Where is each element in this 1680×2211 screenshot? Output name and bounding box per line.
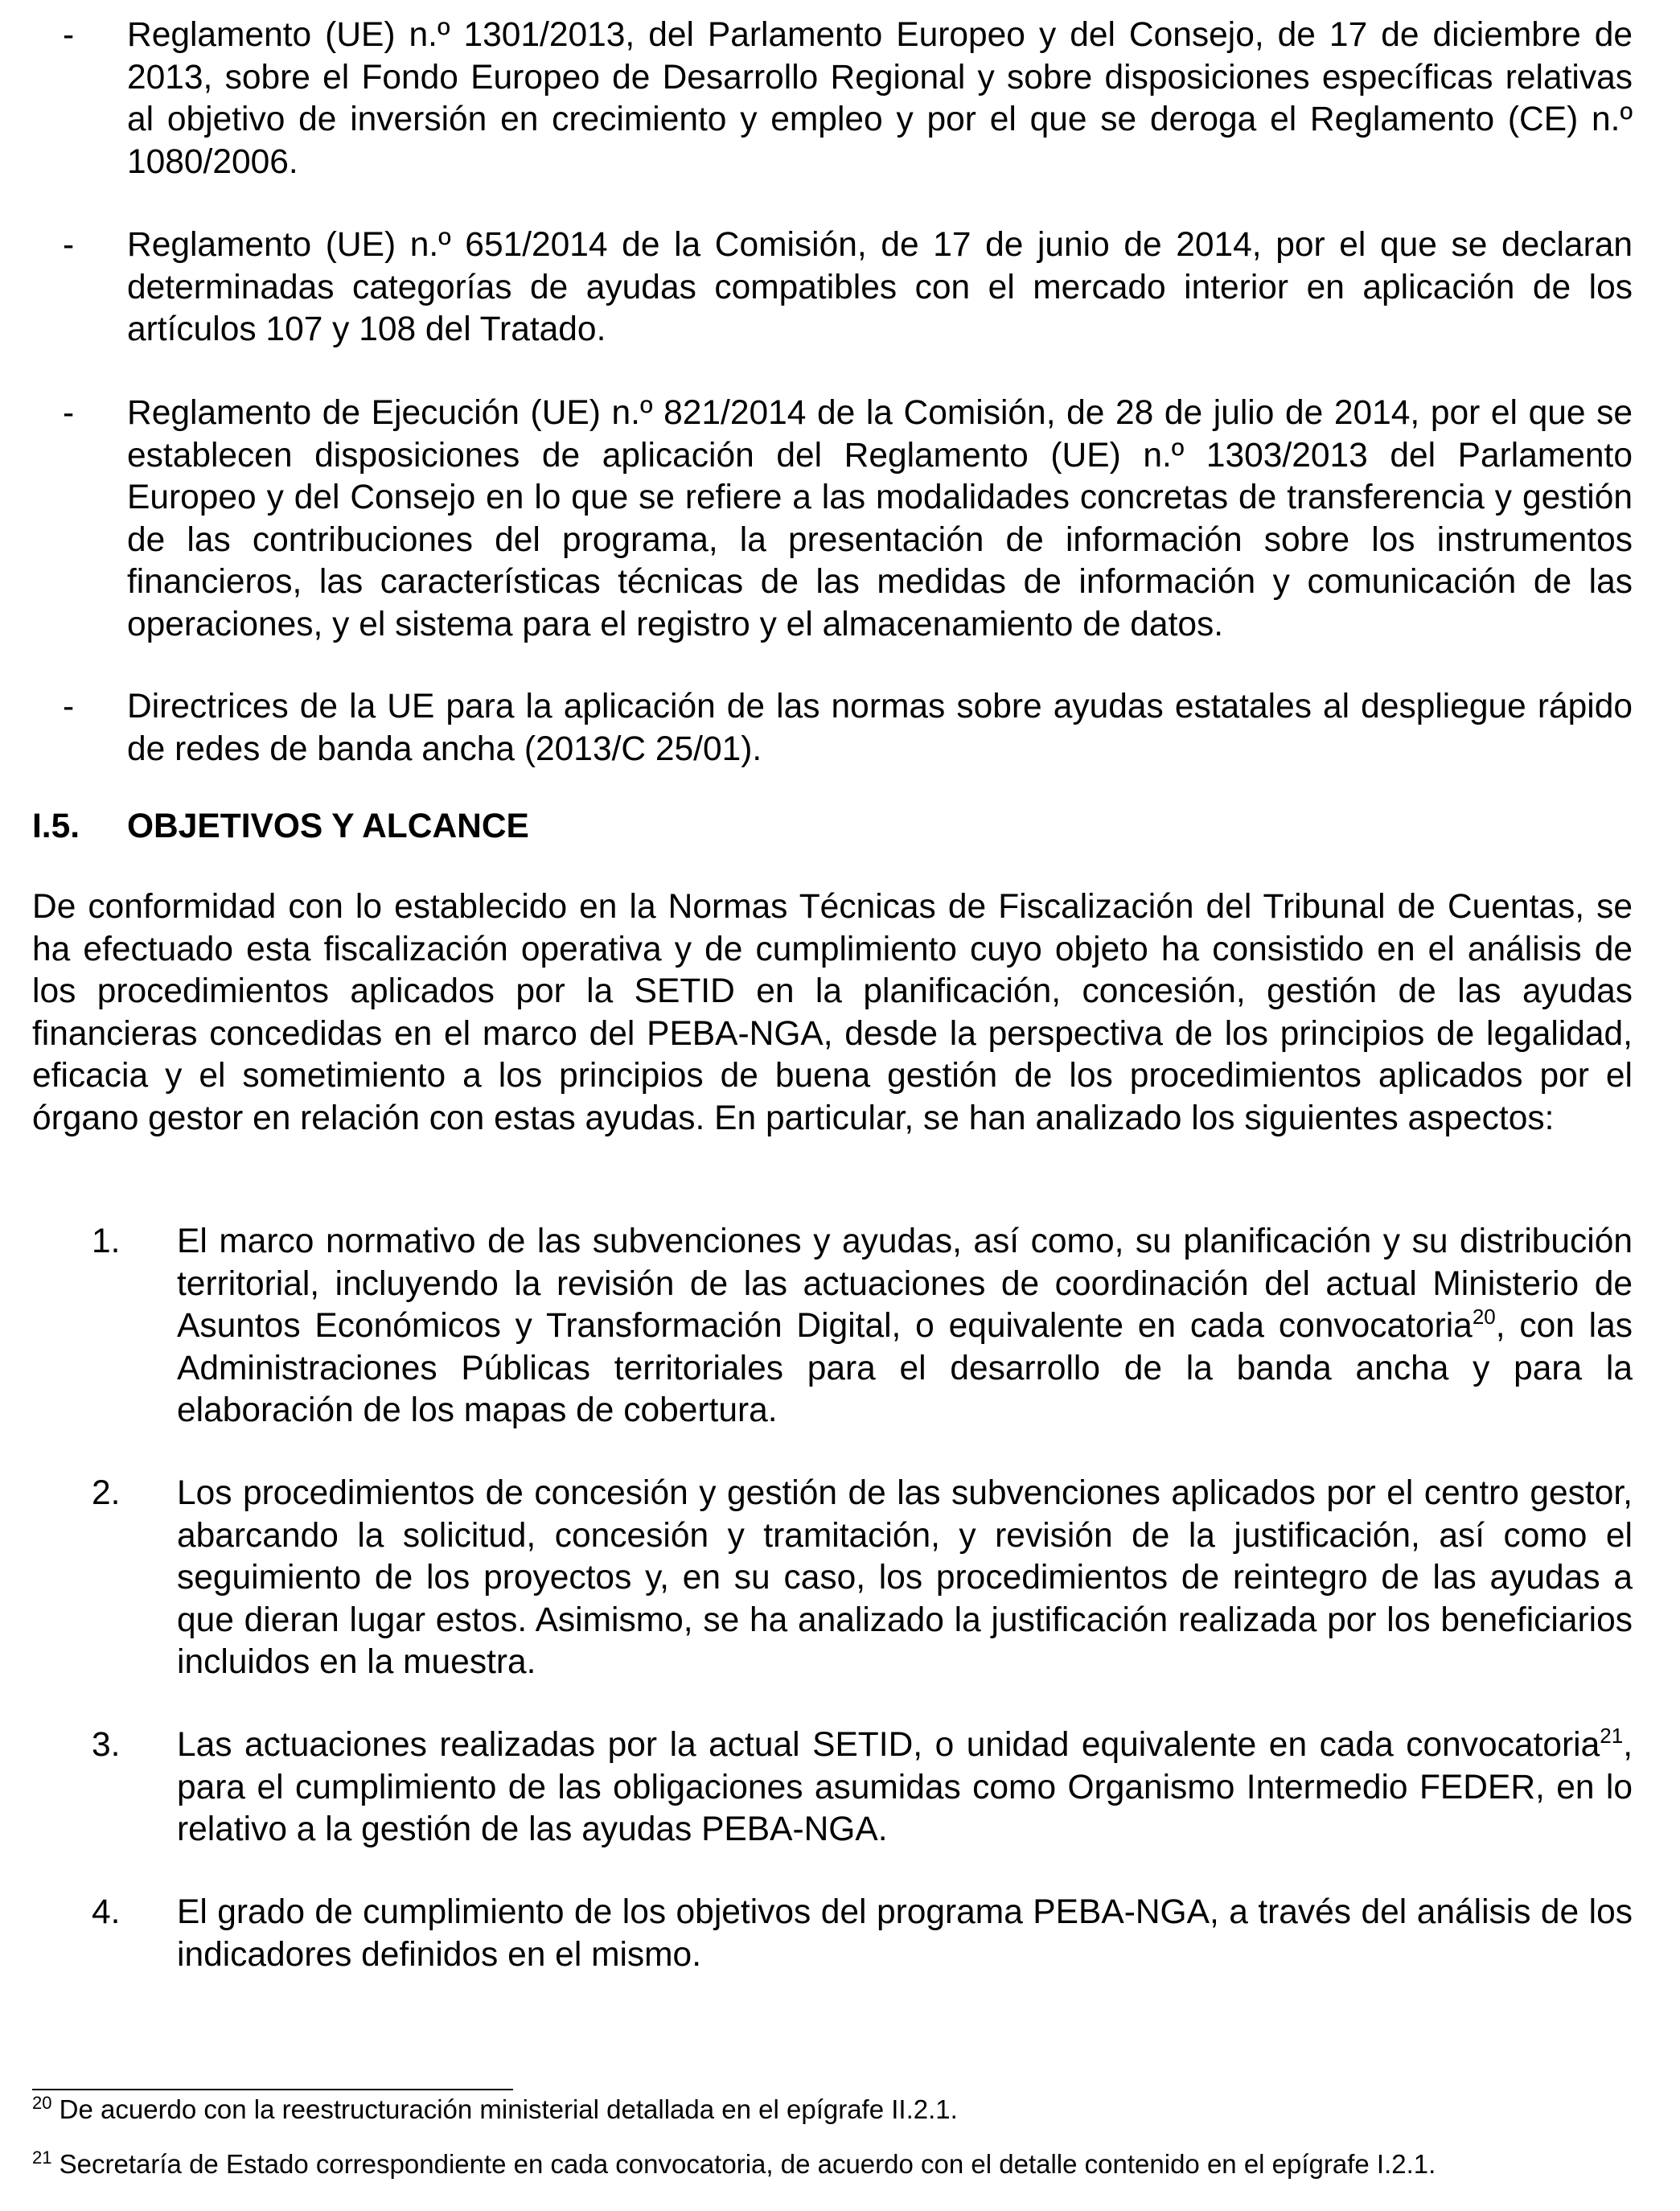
item-text-after: , con las Administraciones Públicas territoriales para el desarrollo de la banda ancha y para la elaboración de los mapas de cobertura.	[177, 1307, 1633, 1429]
section-title: OBJETIVOS Y ALCANCE	[127, 808, 529, 845]
numbered-item-text	[177, 1221, 1633, 1432]
list-item-text: Reglamento (UE) n.º 1301/2013, del Parlamento Europeo y del Consejo, de 17 de diciembre de 2013, sobre el Fondo Europeo de Desarrollo Regional y sobre disposiciones específicas relativas al objetivo de inversión en crecimiento y empleo y por el que se deroga el Reglamento (CE) n.º 1080/2006.	[127, 16, 1633, 181]
list-bullet-dash: -	[63, 688, 75, 725]
footnote-ref-21[interactable]: 21	[1600, 1724, 1624, 1748]
footnote-20	[32, 2094, 1641, 2126]
list-bullet-dash: -	[63, 226, 75, 264]
footnote-text: Secretaría de Estado correspondiente en cada convocatoria, de acuerdo con el detalle contenido en el epígrafe I.2.1.	[59, 2149, 1436, 2179]
numbered-item-text: Los procedimientos de concesión y gestión de las subvenciones aplicados por el centro gestor, abarcando la solicitud, concesión y tramitación, y revisión de la justificación, así como el seguimiento de los proyectos y, en su caso, los procedimientos de reintegro de las ayudas a que dieran lugar estos. Asimismo, se ha analizado la justificación realizada por los beneficiarios incluidos en la muestra.	[177, 1474, 1633, 1681]
footnote-number: 21	[32, 2147, 52, 2168]
footnote-number: 20	[32, 2093, 52, 2113]
list-bullet-dash: -	[63, 394, 75, 432]
item-text-before: El marco normativo de las subvenciones y ayudas, así como, su planificación y su distribución territorial, incluyendo la revisión de las actuaciones de coordinación del actual Ministerio de Asuntos Económicos y Transformación Digital, o equivalente en cada convocatoria	[177, 1223, 1633, 1345]
list-number: 4.	[92, 1893, 121, 1931]
item-text-after: , para el cumplimiento de las obligaciones asumidas como Organismo Intermedio FEDER, en lo relativo a la gestión de las ayudas PEBA-NGA.	[177, 1726, 1633, 1848]
footnote-text: De acuerdo con la reestructuración ministerial detallada en el epígrafe II.2.1.	[59, 2094, 958, 2124]
footnote-ref-20[interactable]: 20	[1472, 1305, 1496, 1329]
footnote-separator	[32, 2089, 513, 2090]
list-bullet-dash: -	[63, 16, 75, 54]
list-item-text: Directrices de la UE para la aplicación de las normas sobre ayudas estatales al despliegue rápido de redes de banda ancha (2013/C 25/01).	[127, 688, 1633, 768]
section-number: I.5.	[32, 808, 80, 845]
numbered-item-text	[177, 1724, 1633, 1851]
numbered-item-text: El grado de cumplimiento de los objetivos del programa PEBA-NGA, a través del análisis de los indicadores definidos en el mismo.	[177, 1893, 1633, 1974]
intro-paragraph: De conformidad con lo establecido en la Normas Técnicas de Fiscalización del Tribunal de Cuentas, se ha efectuado esta fiscalización operativa y de cumplimiento cuyo objeto ha consistido en el análisis de los procedimientos aplicados por la SETID en la planificación, concesión, gestión de las ayudas financieras concedidas en el marco del PEBA-NGA, desde la perspectiva de los principios de legalidad, eficacia y el sometimiento a los principios de buena gestión de los procedimientos aplicados por el órgano gestor en relación con estas ayudas. En particular, se han analizado los siguientes aspectos:	[32, 888, 1633, 1137]
list-number: 1.	[92, 1223, 121, 1260]
list-item-text: Reglamento de Ejecución (UE) n.º 821/2014 de la Comisión, de 28 de julio de 2014, por el que se establecen disposiciones de aplicación del Reglamento (UE) n.º 1303/2013 del Parlamento Europeo y del Consejo en lo que se refiere a las modalidades concretas de transferencia y gestión de las contribuciones del programa, la presentación de información sobre los instrumentos financieros, las características técnicas de las medidas de información y comunicación de las operaciones, y el sistema para el registro y el almacenamiento de datos.	[127, 394, 1633, 643]
list-number: 3.	[92, 1726, 121, 1764]
footnote-21	[32, 2148, 1641, 2180]
list-item-text: Reglamento (UE) n.º 651/2014 de la Comisión, de 17 de junio de 2014, por el que se declaran determinadas categorías de ayudas compatibles con el mercado interior en aplicación de los artículos 107 y 108 del Tratado.	[127, 226, 1633, 348]
list-number: 2.	[92, 1474, 121, 1512]
item-text-before: Las actuaciones realizadas por la actual SETID, o unidad equivalente en cada convocatoria	[177, 1726, 1600, 1764]
